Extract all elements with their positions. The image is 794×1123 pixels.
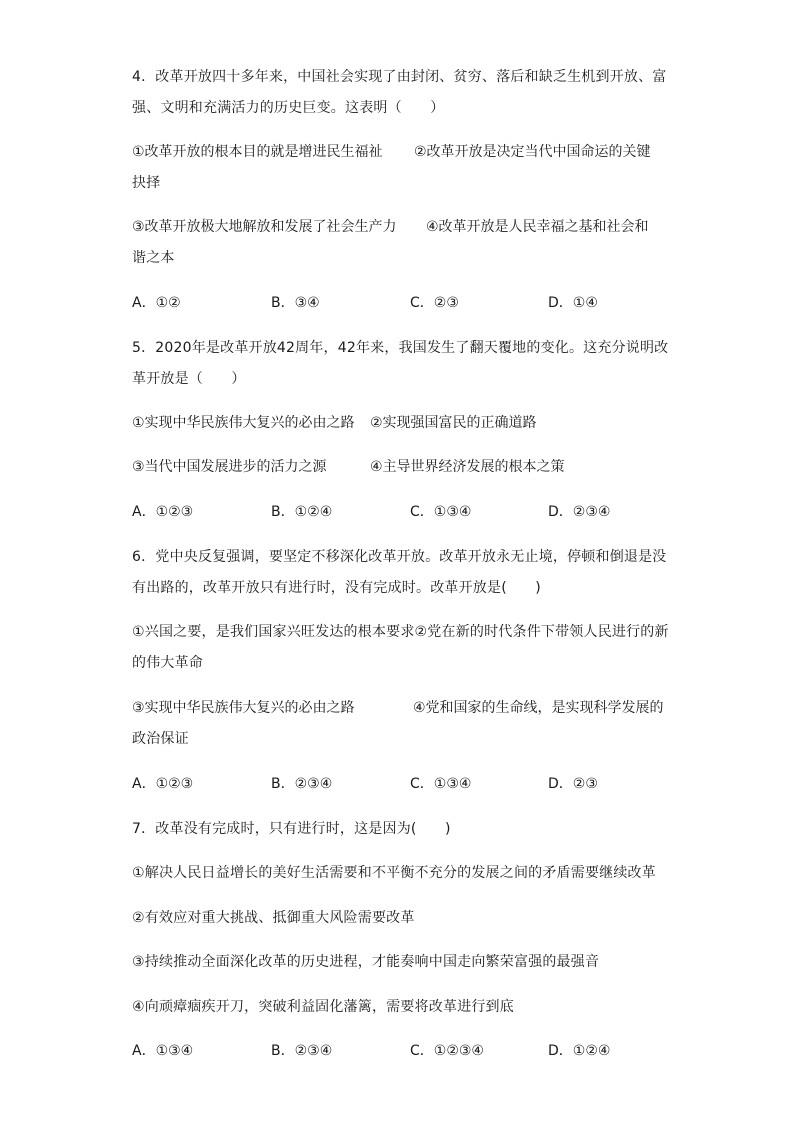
q4-statement-2: ②改革开放是决定当代中国命运的关键 xyxy=(414,144,651,160)
question-7-stem-line-1: 7．改革没有完成时，只有进行时，这是因为( ) xyxy=(132,821,451,837)
question-4-statements-3-4 xyxy=(132,212,672,274)
q5-statement-3: ③当代中国发展进步的活力之源 xyxy=(132,459,327,475)
q4-statement-3: ③改革开放极大地解放和发展了社会生产力 xyxy=(132,219,397,235)
q5-statement-1: ①实现中华民族伟大复兴的必由之路 xyxy=(132,415,355,431)
question-7-options xyxy=(132,1039,652,1063)
q6-option-a[interactable]: A．①②③ xyxy=(132,776,194,792)
q6-option-c[interactable]: C．①③④ xyxy=(410,776,472,792)
question-4-options xyxy=(132,291,652,315)
q4-statement-4-cont: 谐之本 xyxy=(132,250,175,266)
question-4-stem-line-1: 4．改革开放四十多年来，中国社会实现了由封闭、贫穷、落后和缺乏生机到开放、富 xyxy=(132,69,667,85)
q6-statement-4-cont: 政治保证 xyxy=(132,731,189,747)
q7-option-c[interactable]: C．①②③④ xyxy=(410,1043,484,1059)
q4-statement-1: ①改革开放的根本目的就是增进民生福祉 xyxy=(132,144,383,160)
question-5-statements-3-4 xyxy=(132,452,672,483)
question-5-statements-1-2 xyxy=(132,408,672,439)
question-6-stem-line-2: 有出路的，改革开放只有进行时，没有完成时。改革开放是( ) xyxy=(132,580,541,596)
q7-statement-2: ②有效应对重大挑战、抵御重大风险需要改革 xyxy=(132,910,415,926)
question-5-stem xyxy=(132,333,672,395)
q6-option-b[interactable]: B．②③④ xyxy=(271,776,333,792)
question-5-options xyxy=(132,500,652,524)
q5-option-d[interactable]: D．②③④ xyxy=(548,504,611,520)
q6-statement-2-cont: 的伟大革命 xyxy=(132,655,203,671)
q7-statement-4: ④向顽瘴痼疾开刀，突破利益固化藩篱，需要将改革进行到底 xyxy=(132,999,514,1015)
q4-option-c[interactable]: C．②③ xyxy=(410,295,459,311)
question-4-statements-1-2 xyxy=(132,137,672,199)
question-6-statements-1-2 xyxy=(132,617,672,679)
q4-option-d[interactable]: D．①④ xyxy=(548,295,598,311)
q6-option-d[interactable]: D．②③ xyxy=(548,776,598,792)
q7-option-b[interactable]: B．②③④ xyxy=(271,1043,333,1059)
question-6-statements-3-4 xyxy=(132,693,672,755)
question-7-statement-3-wrap xyxy=(132,947,672,978)
q6-statement-3: ③实现中华民族伟大复兴的必由之路 xyxy=(132,700,355,716)
question-6-options xyxy=(132,772,652,796)
question-4-stem-line-2: 强、文明和充满活力的历史巨变。这表明（ ） xyxy=(132,100,445,116)
question-5-stem-line-1: 5．2020年是改革开放42周年，42年来，我国发生了翻天覆地的变化。这充分说明改 xyxy=(132,340,669,356)
q7-statement-3: ③持续推动全面深化改革的历史进程，才能奏响中国走向繁荣富强的最强音 xyxy=(132,954,600,970)
q5-option-b[interactable]: B．①②④ xyxy=(271,504,333,520)
q5-statement-4: ④主导世界经济发展的根本之策 xyxy=(370,459,565,475)
question-7-statement-4-wrap xyxy=(132,992,672,1023)
question-7-statement-1-wrap xyxy=(132,858,672,889)
q6-statement-4: ④党和国家的生命线，是实现科学发展的 xyxy=(413,700,664,716)
q4-option-b[interactable]: B．③④ xyxy=(271,295,320,311)
q7-option-d[interactable]: D．①②④ xyxy=(548,1043,611,1059)
question-7-statement-2-wrap xyxy=(132,903,672,934)
q4-statement-2-cont: 抉择 xyxy=(132,175,161,191)
question-5-stem-line-2: 革开放是（ ） xyxy=(132,371,246,387)
q5-statement-2: ②实现强国富民的正确道路 xyxy=(370,415,537,431)
q6-statement-1-2: ①兴国之要，是我们国家兴旺发达的根本要求②党在新的时代条件下带领人民进行的新 xyxy=(132,624,669,640)
question-6-stem xyxy=(132,542,672,604)
q5-option-a[interactable]: A．①②③ xyxy=(132,504,194,520)
q7-option-a[interactable]: A．①③④ xyxy=(132,1043,194,1059)
q4-statement-4: ④改革开放是人民幸福之基和社会和 xyxy=(426,219,649,235)
question-6-stem-line-1: 6．党中央反复强调，要坚定不移深化改革开放。改革开放永无止境，停顿和倒退是没 xyxy=(132,549,667,565)
question-7-stem xyxy=(132,814,672,845)
q5-option-c[interactable]: C．①③④ xyxy=(410,504,472,520)
q7-statement-1: ①解决人民日益增长的美好生活需要和不平衡不充分的发展之间的矛盾需要继续改革 xyxy=(132,865,656,881)
q4-option-a[interactable]: A．①② xyxy=(132,295,181,311)
question-4-stem xyxy=(132,62,672,124)
